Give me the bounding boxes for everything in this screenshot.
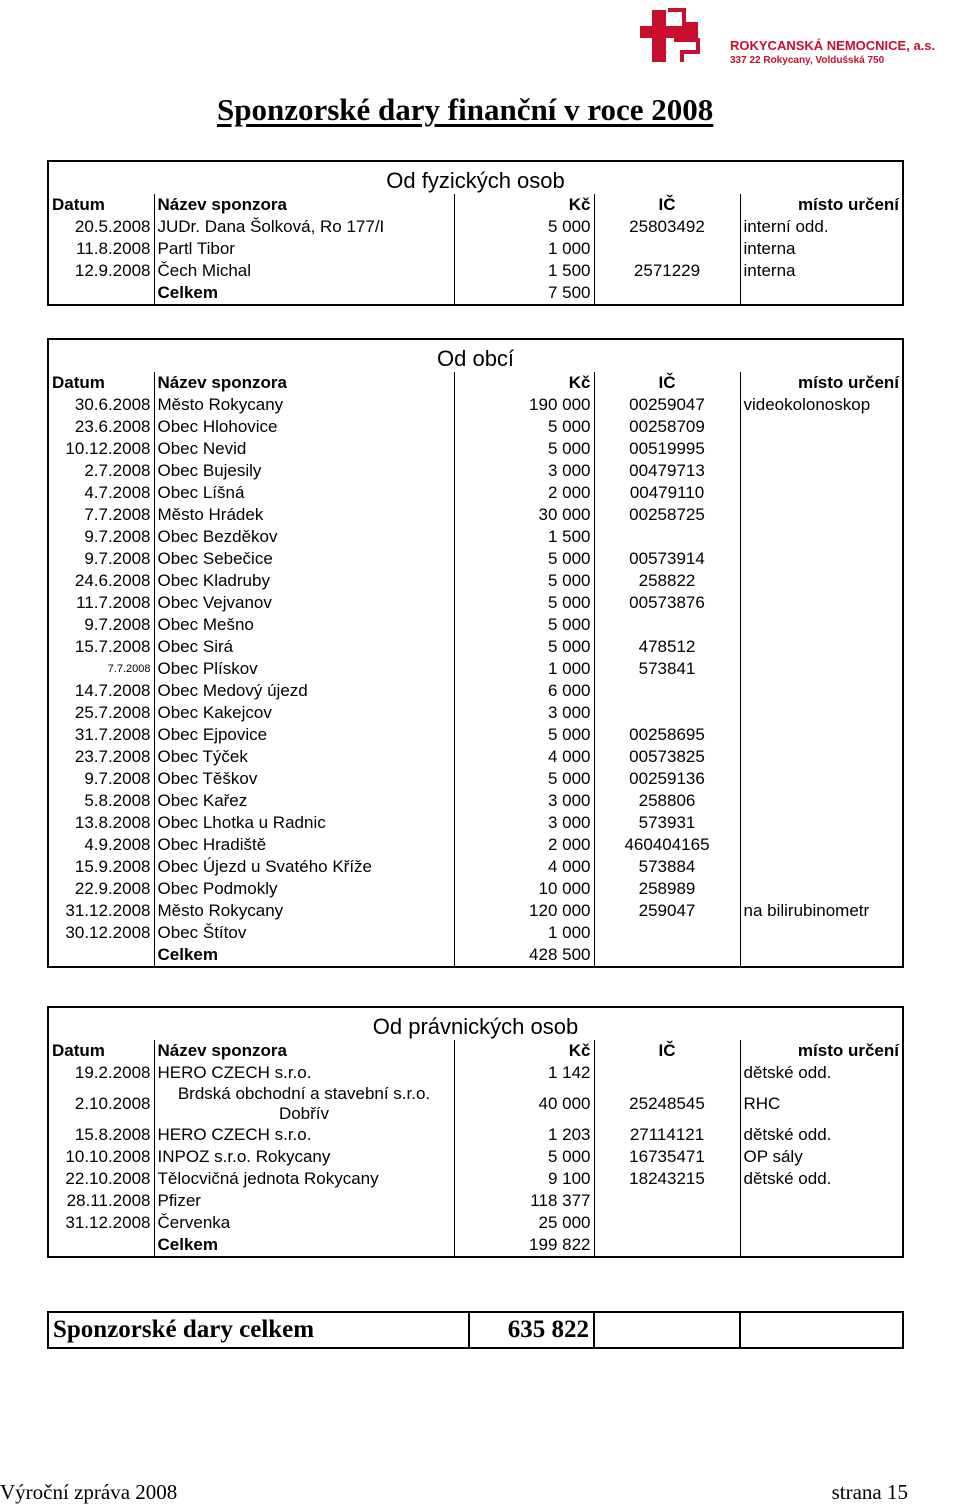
table-pravnicke-osoby (47, 1006, 904, 1258)
cell-ic (594, 1190, 740, 1212)
cell-ic: 478512 (594, 636, 740, 658)
cell-kc: 120 000 (454, 900, 594, 922)
cell-kc: 4 000 (454, 856, 594, 878)
cell-nazev: Obec Štítov (157, 923, 247, 942)
cell-kc: 5 000 (454, 1146, 594, 1168)
cell-ic: 25803492 (594, 216, 740, 238)
table-row (48, 260, 903, 282)
cell-kc: 5 000 (454, 636, 594, 658)
cell-ic: 258989 (594, 878, 740, 900)
column-header-ic: IČ (594, 372, 740, 394)
cell-kc: 5 000 (454, 592, 594, 614)
column-header-misto: místo určení (740, 1040, 903, 1062)
cell-datum: 7.7.2008 (48, 658, 154, 680)
cell-nazev: Obec Sebečice (157, 549, 273, 568)
column-header-kc: Kč (454, 1040, 594, 1062)
cell-ic (594, 944, 740, 967)
cell-datum: 30.6.2008 (48, 394, 154, 416)
grand-total-label: Sponzorské dary celkem (48, 1312, 469, 1348)
table-total-row (48, 944, 903, 967)
cell-datum: 14.7.2008 (48, 680, 154, 702)
cell-datum: 15.9.2008 (48, 856, 154, 878)
cell-misto (740, 724, 903, 746)
cell-misto (740, 746, 903, 768)
cell-ic: 16735471 (594, 1146, 740, 1168)
cell-kc: 30 000 (454, 504, 594, 526)
cell-datum: 23.7.2008 (48, 746, 154, 768)
table-row (48, 1168, 903, 1190)
cell-ic: 259047 (594, 900, 740, 922)
table-row (48, 922, 903, 944)
cell-misto: interna (740, 260, 903, 282)
cell-misto: na bilirubinometr (740, 900, 903, 922)
cell-misto: videokolonoskop (740, 394, 903, 416)
cell-misto (740, 636, 903, 658)
cell-nazev: Město Rokycany (157, 901, 284, 920)
cell-nazev: INPOZ s.r.o. Rokycany (157, 1147, 331, 1166)
cell-kc: 1 142 (454, 1062, 594, 1084)
cell-ic: 00258709 (594, 416, 740, 438)
cell-misto (740, 1190, 903, 1212)
section-caption: Od fyzických osob (48, 161, 903, 194)
table-caption-row (48, 1007, 903, 1040)
cell-kc: 190 000 (454, 394, 594, 416)
cell-kc: 3 000 (454, 790, 594, 812)
table-row (48, 548, 903, 570)
cell-nazev: Obec Těškov (157, 769, 258, 788)
table-row (48, 416, 903, 438)
table-row (48, 614, 903, 636)
cell-misto (740, 680, 903, 702)
cell-kc: 1 500 (454, 526, 594, 548)
cell-datum: 2.10.2008 (48, 1084, 154, 1124)
column-header-misto: místo určení (740, 372, 903, 394)
cell-misto (740, 416, 903, 438)
table-row (48, 504, 903, 526)
cell-nazev: Obec Bujesily (157, 461, 262, 480)
total-value: 7 500 (454, 282, 594, 305)
table-row (48, 856, 903, 878)
table-row (48, 394, 903, 416)
cell-datum: 15.7.2008 (48, 636, 154, 658)
cell-datum: 22.9.2008 (48, 878, 154, 900)
cell-ic: 258806 (594, 790, 740, 812)
cell-ic: 573841 (594, 658, 740, 680)
table-caption-row (48, 161, 903, 194)
table-row (48, 658, 903, 680)
cell-nazev: Obec Bezděkov (157, 527, 278, 546)
cell-kc: 5 000 (454, 768, 594, 790)
column-header-datum: Datum (48, 194, 154, 216)
cell-kc: 3 000 (454, 702, 594, 724)
cell-kc: 10 000 (454, 878, 594, 900)
cell-kc: 5 000 (454, 614, 594, 636)
cell-datum: 9.7.2008 (48, 768, 154, 790)
column-header-ic: IČ (594, 1040, 740, 1062)
cell-kc: 1 000 (454, 658, 594, 680)
cell-ic: 00519995 (594, 438, 740, 460)
table-row (48, 878, 903, 900)
table-row (48, 1084, 903, 1124)
cell-datum: 11.7.2008 (48, 592, 154, 614)
cell-datum: 9.7.2008 (48, 548, 154, 570)
cell-ic: 00573914 (594, 548, 740, 570)
cell-misto (740, 922, 903, 944)
cell-ic: 00573876 (594, 592, 740, 614)
cell-datum: 5.8.2008 (48, 790, 154, 812)
cell-kc: 5 000 (454, 724, 594, 746)
cell-ic (594, 1212, 740, 1234)
cell-misto: RHC (740, 1084, 903, 1124)
table-row (48, 482, 903, 504)
cell-datum: 25.7.2008 (48, 702, 154, 724)
table-row (48, 768, 903, 790)
table-row (48, 812, 903, 834)
cell-nazev: Obec Podmokly (157, 879, 278, 898)
cell-nazev: Obec Medový újezd (157, 681, 308, 700)
table-header-row (48, 1040, 903, 1062)
cell-ic: 00259047 (594, 394, 740, 416)
cell-ic (594, 702, 740, 724)
hospital-name: ROKYCANSKÁ NEMOCNICE, a.s. (730, 38, 936, 53)
cell-misto (740, 592, 903, 614)
cell-datum: 4.7.2008 (48, 482, 154, 504)
table-row (48, 746, 903, 768)
cell-misto: dětské odd. (740, 1062, 903, 1084)
cell-nazev: Obec Týček (157, 747, 248, 766)
cell-nazev: Město Hrádek (157, 505, 264, 524)
cell-misto: interní odd. (740, 216, 903, 238)
cell-datum: 13.8.2008 (48, 812, 154, 834)
total-value: 428 500 (454, 944, 594, 967)
cell-kc: 3 000 (454, 460, 594, 482)
cell-nazev: Obec Újezd u Svatého Kříže (157, 857, 373, 876)
cell-kc: 1 000 (454, 922, 594, 944)
cell-ic (594, 282, 740, 305)
cell-misto: OP sály (740, 1146, 903, 1168)
cell-kc: 1 500 (454, 260, 594, 282)
cell-datum: 20.5.2008 (48, 216, 154, 238)
cell-ic (594, 1234, 740, 1257)
cell-misto (740, 526, 903, 548)
table-fyzicke-osoby (47, 160, 904, 306)
table-row (48, 636, 903, 658)
cell-nazev: Pfizer (157, 1191, 201, 1210)
section-caption: Od právnických osob (48, 1007, 903, 1040)
cell-datum: 9.7.2008 (48, 526, 154, 548)
cell-misto (740, 438, 903, 460)
section-caption: Od obcí (48, 339, 903, 372)
cell-misto (740, 834, 903, 856)
cell-nazev: Obec Mešno (157, 615, 254, 634)
cell-misto (740, 460, 903, 482)
cell-ic: 00479110 (594, 482, 740, 504)
total-label: Celkem (154, 282, 454, 305)
cell-datum: 22.10.2008 (48, 1168, 154, 1190)
cell-kc: 5 000 (454, 548, 594, 570)
cell-nazev: Obec Hradiště (157, 835, 267, 854)
cell-datum: 31.7.2008 (48, 724, 154, 746)
table-row (48, 592, 903, 614)
cell-misto (740, 504, 903, 526)
cell-nazev: Červenka (157, 1213, 231, 1232)
cell-datum: 4.9.2008 (48, 834, 154, 856)
cell-ic: 460404165 (594, 834, 740, 856)
cell-nazev: Obec Líšná (157, 483, 245, 502)
column-header-nazev: Název sponzora (157, 195, 287, 214)
cell-misto (740, 856, 903, 878)
table-row (48, 216, 903, 238)
cell-nazev: Obec Sirá (157, 637, 234, 656)
cell-kc: 40 000 (454, 1084, 594, 1124)
cell-ic (594, 238, 740, 260)
cell-nazev: HERO CZECH s.r.o. (157, 1125, 312, 1144)
table-caption-row (48, 339, 903, 372)
cell-datum (48, 282, 154, 305)
cell-nazev: Obec Kladruby (157, 571, 270, 590)
table-header-row (48, 372, 903, 394)
cell-ic (594, 680, 740, 702)
cell-datum: 31.12.2008 (48, 1212, 154, 1234)
cell-ic: 00479713 (594, 460, 740, 482)
table-row (48, 570, 903, 592)
column-header-nazev: Název sponzora (157, 1041, 287, 1060)
cell-misto (740, 482, 903, 504)
cell-nazev: Obec Plískov (157, 659, 258, 678)
column-header-misto: místo určení (740, 194, 903, 216)
hospital-logo (638, 6, 938, 66)
cell-nazev: Obec Hlohovice (157, 417, 278, 436)
cell-kc: 3 000 (454, 812, 594, 834)
table-total-row (48, 282, 903, 305)
cell-ic: 18243215 (594, 1168, 740, 1190)
cell-misto (740, 702, 903, 724)
cell-datum: 19.2.2008 (48, 1062, 154, 1084)
cell-misto (740, 658, 903, 680)
column-header-ic: IČ (594, 194, 740, 216)
table-row (48, 238, 903, 260)
table-row (48, 460, 903, 482)
cell-datum: 24.6.2008 (48, 570, 154, 592)
table-row (48, 790, 903, 812)
total-label: Celkem (154, 944, 454, 967)
cell-misto (740, 812, 903, 834)
cell-ic: 258822 (594, 570, 740, 592)
cell-nazev: Partl Tibor (157, 239, 235, 258)
column-header-nazev: Název sponzora (157, 373, 287, 392)
table-obce (47, 338, 904, 968)
cell-ic: 25248545 (594, 1084, 740, 1124)
cell-nazev: JUDr. Dana Šolková, Ro 177/I (157, 217, 385, 236)
table-row (48, 1212, 903, 1234)
cell-nazev: Čech Michal (157, 261, 252, 280)
table-row (48, 680, 903, 702)
cell-kc: 2 000 (454, 482, 594, 504)
footer-report-title: Výroční zpráva 2008 (0, 1480, 178, 1504)
table-row (48, 900, 903, 922)
table-row (48, 1146, 903, 1168)
cell-datum: 30.12.2008 (48, 922, 154, 944)
cell-datum: 10.12.2008 (48, 438, 154, 460)
cell-datum: 11.8.2008 (48, 238, 154, 260)
cell-ic: 00259136 (594, 768, 740, 790)
cell-misto: dětské odd. (740, 1168, 903, 1190)
cell-nazev: Obec Nevid (157, 439, 247, 458)
cell-kc: 2 000 (454, 834, 594, 856)
cell-datum: 10.10.2008 (48, 1146, 154, 1168)
cell-misto (740, 282, 903, 305)
cell-ic: 2571229 (594, 260, 740, 282)
table-row (48, 724, 903, 746)
cell-datum: 28.11.2008 (48, 1190, 154, 1212)
cell-misto (740, 1212, 903, 1234)
cell-datum: 15.8.2008 (48, 1124, 154, 1146)
cell-ic: 00258725 (594, 504, 740, 526)
cell-nazev: HERO CZECH s.r.o. (157, 1063, 312, 1082)
cell-nazev: Brdská obchodní a stavební s.r.o. Dobřív (177, 1084, 431, 1123)
cell-kc: 1 203 (454, 1124, 594, 1146)
cell-nazev: Město Rokycany (157, 395, 284, 414)
cell-kc: 6 000 (454, 680, 594, 702)
cell-misto: dětské odd. (740, 1124, 903, 1146)
cell-kc: 5 000 (454, 216, 594, 238)
cell-nazev: Tělocvičná jednota Rokycany (157, 1169, 379, 1188)
cell-misto: interna (740, 238, 903, 260)
cell-misto (740, 614, 903, 636)
cell-ic (594, 1062, 740, 1084)
total-value: 199 822 (454, 1234, 594, 1257)
table-row (48, 834, 903, 856)
cell-ic (594, 614, 740, 636)
table-total-row (48, 1234, 903, 1257)
cell-kc: 9 100 (454, 1168, 594, 1190)
cell-datum (48, 1234, 154, 1257)
cell-nazev: Obec Kakejcov (157, 703, 272, 722)
cell-datum: 23.6.2008 (48, 416, 154, 438)
column-header-datum: Datum (48, 1040, 154, 1062)
page-title: Sponzorské dary finanční v roce 2008 (217, 92, 714, 127)
cell-datum: 31.12.2008 (48, 900, 154, 922)
table-row (48, 1190, 903, 1212)
cell-datum: 7.7.2008 (48, 504, 154, 526)
footer-page-number: strana 15 (831, 1480, 908, 1504)
cell-kc: 5 000 (454, 570, 594, 592)
table-header-row (48, 194, 903, 216)
cell-misto (740, 548, 903, 570)
column-header-kc: Kč (454, 372, 594, 394)
red-cross-icon (638, 6, 728, 66)
cell-nazev: Obec Vejvanov (157, 593, 272, 612)
table-row (48, 438, 903, 460)
cell-kc: 5 000 (454, 416, 594, 438)
cell-misto (740, 1234, 903, 1257)
cell-datum: 9.7.2008 (48, 614, 154, 636)
cell-ic (594, 526, 740, 548)
hospital-address: 337 22 Rokycany, Voldušská 750 (730, 55, 885, 66)
cell-ic: 00573825 (594, 746, 740, 768)
cell-misto (740, 570, 903, 592)
table-row (48, 1124, 903, 1146)
cell-kc: 25 000 (454, 1212, 594, 1234)
cell-ic: 573931 (594, 812, 740, 834)
column-header-datum: Datum (48, 372, 154, 394)
cell-misto (740, 944, 903, 967)
cell-misto (740, 790, 903, 812)
cell-ic (594, 922, 740, 944)
cell-nazev: Obec Ejpovice (157, 725, 268, 744)
cell-kc: 5 000 (454, 438, 594, 460)
table-row (48, 526, 903, 548)
cell-kc: 118 377 (454, 1190, 594, 1212)
cell-nazev: Obec Lhotka u Radnic (157, 813, 326, 832)
cell-kc: 1 000 (454, 238, 594, 260)
table-row (48, 702, 903, 724)
cell-ic: 27114121 (594, 1124, 740, 1146)
cell-ic: 00258695 (594, 724, 740, 746)
cell-nazev: Obec Kařez (157, 791, 248, 810)
cell-datum: 2.7.2008 (48, 460, 154, 482)
cell-misto (740, 878, 903, 900)
grand-total-value: 635 822 (469, 1312, 594, 1348)
total-label: Celkem (154, 1234, 454, 1257)
grand-total (47, 1311, 904, 1349)
cell-datum: 12.9.2008 (48, 260, 154, 282)
cell-ic: 573884 (594, 856, 740, 878)
cell-misto (740, 768, 903, 790)
table-row (48, 1062, 903, 1084)
column-header-kc: Kč (454, 194, 594, 216)
cell-kc: 4 000 (454, 746, 594, 768)
cell-datum (48, 944, 154, 967)
